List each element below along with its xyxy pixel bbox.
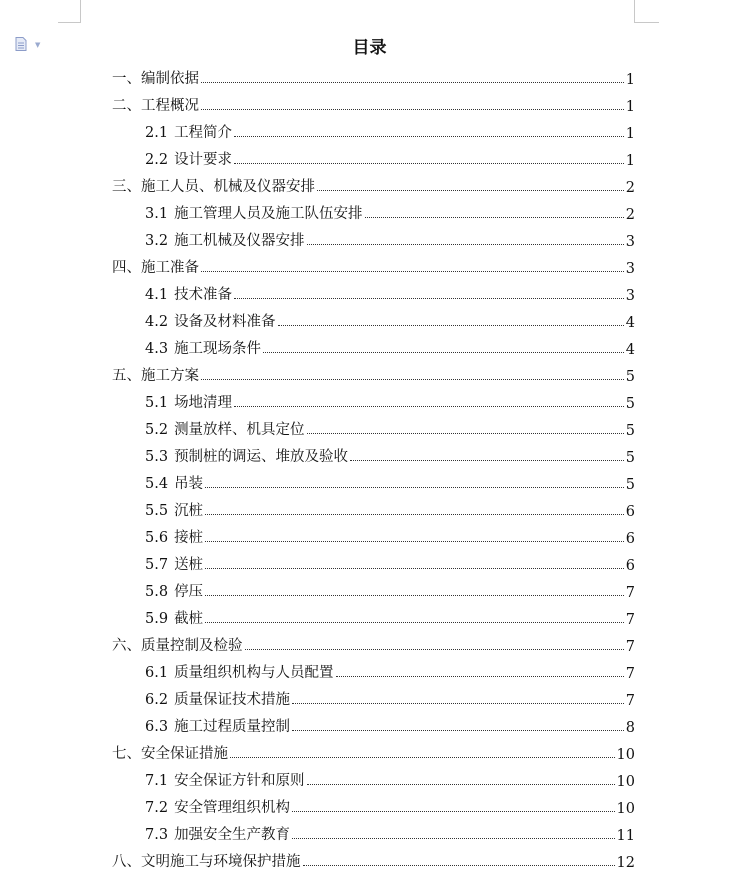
toc-entry-number: 5.5 <box>145 503 169 519</box>
toc-entry-text: 施工管理人员及施工队伍安排 <box>174 206 363 222</box>
toc-entry[interactable] <box>145 714 635 736</box>
toc-dot-leader <box>307 244 624 245</box>
toc-dot-leader <box>201 379 624 380</box>
toc-entry-label <box>145 391 232 412</box>
toc-dot-leader <box>234 298 624 299</box>
toc-entry-label <box>112 850 301 871</box>
toc-entry[interactable] <box>112 363 635 385</box>
toc-entry-label <box>145 607 203 628</box>
toc-entry[interactable] <box>145 795 635 817</box>
toc-entry-page-number: 3 <box>625 234 635 250</box>
page-title: 目录 <box>352 38 387 58</box>
toc-entry-page-number: 5 <box>625 423 635 439</box>
toc-entry-text: 停压 <box>174 584 204 600</box>
toc-entry[interactable] <box>145 282 635 304</box>
toc-entry[interactable] <box>145 390 635 412</box>
toc-entry-number: 2.2 <box>145 152 169 168</box>
toc-entry-number: 2.1 <box>145 125 169 141</box>
toc-entry-page-number: 5 <box>625 450 635 466</box>
toc-entry-text: 五、施工方案 <box>112 368 199 384</box>
toc-dot-leader <box>205 514 624 515</box>
toc-entry-label <box>112 742 228 763</box>
toc-entry[interactable] <box>145 687 635 709</box>
toc-entry-label <box>145 121 232 142</box>
toc-entry-label <box>145 553 203 574</box>
toc-entry-label <box>112 256 199 277</box>
toc-entry-text: 六、质量控制及检验 <box>112 638 243 654</box>
toc-dot-leader <box>303 865 615 866</box>
toc-entry[interactable] <box>145 498 635 520</box>
toc-dot-leader <box>365 217 624 218</box>
toc-dot-leader <box>205 595 624 596</box>
toc-entry-label <box>145 796 290 817</box>
toc-entry[interactable] <box>145 552 635 574</box>
toc-entry-page-number: 7 <box>625 666 635 682</box>
toc-entry[interactable] <box>145 417 635 439</box>
toc-entry-label <box>145 202 363 223</box>
toc-entry-label <box>145 229 305 250</box>
toc-dot-leader <box>317 190 624 191</box>
toc-entry-page-number: 3 <box>625 288 635 304</box>
toc-dot-leader <box>234 406 624 407</box>
toc-entry-number: 3.2 <box>145 233 169 249</box>
toc-entry-label <box>112 634 243 655</box>
toc-entry-page-number: 2 <box>625 207 635 223</box>
toc-entry-label <box>145 418 305 439</box>
toc-entry-label <box>112 175 315 196</box>
toc-entry-page-number: 3 <box>625 261 635 277</box>
toc-entry[interactable] <box>112 849 635 871</box>
toc-entry-label <box>145 823 290 844</box>
toc-entry[interactable] <box>145 228 635 250</box>
toc-entry-text: 设计要求 <box>174 152 233 168</box>
toc-entry[interactable] <box>112 174 635 196</box>
toc-entry-label <box>145 580 203 601</box>
toc-entry-page-number: 6 <box>625 558 635 574</box>
toc-entry-page-number: 11 <box>616 828 635 844</box>
toc-dot-leader <box>234 163 624 164</box>
toc-dot-leader <box>292 730 624 731</box>
toc-entry-page-number: 6 <box>625 504 635 520</box>
toc-dot-leader <box>307 433 624 434</box>
toc-entry-number: 7.2 <box>145 800 169 816</box>
toc-entry-label <box>112 94 199 115</box>
toc-entry-page-number: 10 <box>616 747 635 763</box>
toc-dot-leader <box>336 676 624 677</box>
toc-entry-number: 5.1 <box>145 395 169 411</box>
toc-entry-page-number: 5 <box>625 369 635 385</box>
toc-entry-number: 4.3 <box>145 341 169 357</box>
toc-entry[interactable] <box>145 822 635 844</box>
toc-entry-label <box>145 283 232 304</box>
toc-entry-text: 施工过程质量控制 <box>174 719 291 735</box>
toc-entry-label <box>145 715 290 736</box>
toc-entry-number: 4.1 <box>145 287 169 303</box>
toc-entry-page-number: 7 <box>625 612 635 628</box>
toc-dot-leader <box>350 460 624 461</box>
toc-entry-text: 接桩 <box>174 530 204 546</box>
toc-entry-text: 质量组织机构与人员配置 <box>174 665 334 681</box>
toc-entry[interactable] <box>145 201 635 223</box>
toc-dot-leader <box>205 541 624 542</box>
toc-entry-label <box>145 148 232 169</box>
toc-entry[interactable] <box>145 309 635 331</box>
toc-entry-label <box>145 499 203 520</box>
toc-entry-page-number: 1 <box>625 99 635 115</box>
toc-dot-leader <box>292 703 624 704</box>
toc-entry-text: 设备及材料准备 <box>174 314 276 330</box>
chevron-down-icon[interactable]: ▼ <box>35 41 41 49</box>
toc-entry-label <box>145 472 203 493</box>
toc-entry-number: 7.3 <box>145 827 169 843</box>
page-corner-top-right <box>634 0 659 23</box>
toc-entry-page-number: 1 <box>625 126 635 142</box>
toc-entry[interactable] <box>145 120 635 142</box>
toc-entry-text: 截桩 <box>174 611 204 627</box>
toc-dot-leader <box>205 487 624 488</box>
toc-entry-label <box>145 337 261 358</box>
toc-entry-text: 场地清理 <box>174 395 233 411</box>
toc-dot-leader <box>292 811 614 812</box>
toc-entry-page-number: 7 <box>625 585 635 601</box>
toc-entry-number: 6.2 <box>145 692 169 708</box>
toc-entry-number: 3.1 <box>145 206 169 222</box>
toc-dot-leader <box>263 352 624 353</box>
toc-entry-number: 5.6 <box>145 530 169 546</box>
toc-entry-text: 质量保证技术措施 <box>174 692 291 708</box>
toc-entry-text: 一、编制依据 <box>112 71 199 87</box>
toc-entry-label <box>112 67 199 88</box>
toc-entry[interactable] <box>145 768 635 790</box>
toc-dot-leader <box>307 784 615 785</box>
toc-entry-text: 工程简介 <box>174 125 233 141</box>
toc-dot-leader <box>245 649 624 650</box>
toc-dot-leader <box>205 622 624 623</box>
toc-entry-page-number: 2 <box>625 180 635 196</box>
toc-dot-leader <box>292 838 614 839</box>
toc-entry-number: 7.1 <box>145 773 169 789</box>
toc-entry[interactable] <box>145 606 635 628</box>
toc-entry-label <box>112 364 199 385</box>
toc-entry-text: 送桩 <box>174 557 204 573</box>
toc-dot-leader <box>201 109 624 110</box>
toc-entry-number: 5.9 <box>145 611 169 627</box>
toc-entry-page-number: 1 <box>625 72 635 88</box>
toc-entry-text: 测量放样、机具定位 <box>174 422 305 438</box>
toc-entry-number: 5.2 <box>145 422 169 438</box>
toc-entry-text: 七、安全保证措施 <box>112 746 228 762</box>
toc-entry-text: 施工机械及仪器安排 <box>174 233 305 249</box>
toc-entry-text: 加强安全生产教育 <box>174 827 291 843</box>
toc-entry-page-number: 7 <box>625 639 635 655</box>
toc-entry[interactable] <box>145 471 635 493</box>
toc-entry-page-number: 4 <box>625 315 635 331</box>
toc-entry-page-number: 4 <box>625 342 635 358</box>
toc-entry-number: 5.3 <box>145 449 169 465</box>
toc-entry[interactable] <box>112 93 635 115</box>
toc-entry[interactable] <box>145 579 635 601</box>
toc-entry-page-number: 6 <box>625 531 635 547</box>
toc-dot-leader <box>201 82 624 83</box>
toc-entry[interactable] <box>112 633 635 655</box>
toc-entry[interactable] <box>145 660 635 682</box>
toc-entry-text: 预制桩的调运、堆放及验收 <box>174 449 349 465</box>
toc-entry-page-number: 5 <box>625 477 635 493</box>
toc-entry-text: 二、工程概况 <box>112 98 199 114</box>
toc-entry-number: 6.3 <box>145 719 169 735</box>
toc-entry-page-number: 1 <box>625 153 635 169</box>
toc-entry[interactable] <box>112 255 635 277</box>
toc-entry-label <box>145 769 305 790</box>
toc-entry-number: 5.8 <box>145 584 169 600</box>
toc-entry-page-number: 12 <box>616 855 635 871</box>
toc-entry-label <box>145 445 348 466</box>
toc-dot-leader <box>230 757 615 758</box>
toc-entry-page-number: 10 <box>616 774 635 790</box>
toc-entry-page-number: 8 <box>625 720 635 736</box>
toc-entry-page-number: 5 <box>625 396 635 412</box>
toc-dot-leader <box>201 271 624 272</box>
toc-entry[interactable] <box>145 336 635 358</box>
toc-entry[interactable] <box>112 66 635 88</box>
toc-entry-text: 安全保证方针和原则 <box>174 773 305 789</box>
toc-dot-leader <box>234 136 624 137</box>
toc-entry[interactable] <box>145 444 635 466</box>
toc-entry[interactable] <box>145 147 635 169</box>
toc-entry-text: 施工现场条件 <box>174 341 262 357</box>
toc-entry-page-number: 10 <box>616 801 635 817</box>
toc-entry-label <box>145 661 334 682</box>
toc-entry-number: 5.4 <box>145 476 169 492</box>
toc-entry-text: 四、施工准备 <box>112 260 199 276</box>
toc-entry-text: 吊装 <box>174 476 204 492</box>
toc-entry-text: 八、文明施工与环境保护措施 <box>112 854 301 870</box>
toc-entry[interactable] <box>112 741 635 763</box>
toc-entry-number: 6.1 <box>145 665 169 681</box>
toc-entry-label <box>145 310 276 331</box>
toc-entry-page-number: 7 <box>625 693 635 709</box>
toc-entry-text: 三、施工人员、机械及仪器安排 <box>112 179 315 195</box>
toc-entry-label <box>145 688 290 709</box>
toc-entry-number: 5.7 <box>145 557 169 573</box>
toc-entry-label <box>145 526 203 547</box>
toc-entry-text: 技术准备 <box>174 287 233 303</box>
toc-entry-text: 安全管理组织机构 <box>174 800 291 816</box>
toc-dot-leader <box>205 568 624 569</box>
page-corner-top-left <box>58 0 81 23</box>
toc-entry-number: 4.2 <box>145 314 169 330</box>
toc-entry-text: 沉桩 <box>174 503 204 519</box>
toc-dot-leader <box>278 325 624 326</box>
toc-entry[interactable] <box>145 525 635 547</box>
